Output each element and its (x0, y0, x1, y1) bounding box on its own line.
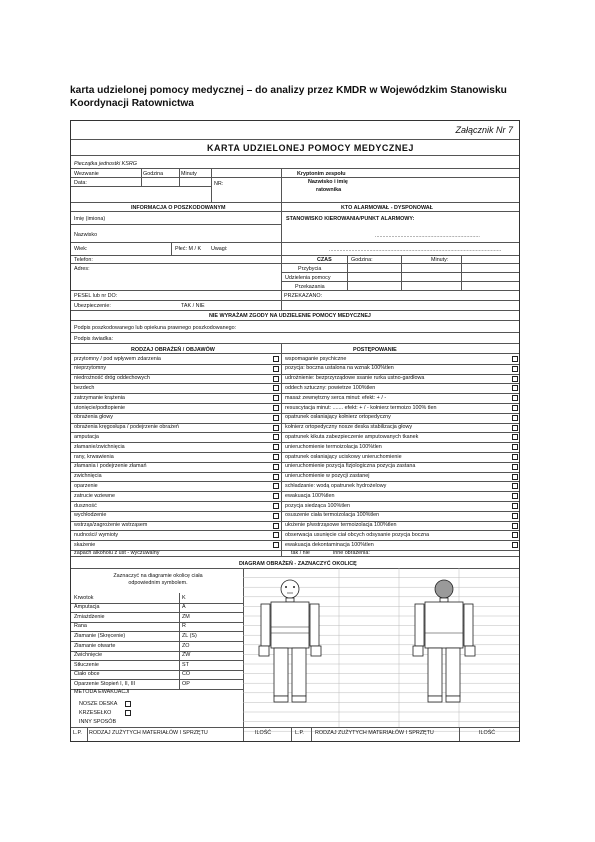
procedure-item: pozycja: boczna ustalona na wznak 100%tlen (285, 365, 394, 372)
annex-label: Załącznik Nr 7 (455, 125, 513, 135)
injury-item: bezdech (74, 384, 95, 391)
injury-item: amputacja (74, 433, 99, 440)
notes-dots: ................................................................................................................... (329, 247, 502, 253)
legend-code: A (182, 604, 186, 611)
materials-qty-2: ILOŚĆ (479, 730, 496, 736)
procedure-checkbox[interactable] (512, 464, 518, 470)
call-hour-label: Godzina (143, 171, 164, 177)
materials-qty-1: ILOŚĆ (255, 730, 272, 736)
legend-name: Ciało obce (74, 671, 100, 678)
evac-chair-checkbox[interactable] (125, 710, 131, 716)
handover-label: Przekazania (295, 284, 325, 290)
injury-item: złamania i podejrzenie złamań (74, 463, 147, 470)
procedure-checkbox[interactable] (512, 405, 518, 411)
procedure-item: wspomaganie psychiczne (285, 355, 347, 362)
crypto-label: Kryptonim zespołu (297, 171, 346, 177)
procedure-item: pozycja siedząca 100%tlen (285, 502, 351, 509)
injury-checkbox[interactable] (273, 493, 279, 499)
injury-checkbox[interactable] (273, 523, 279, 529)
injury-checkbox[interactable] (273, 356, 279, 362)
procedure-item: unieruchomienie w pozycji zastanej (285, 473, 370, 480)
injury-item: zatrzymanie krążenia (74, 394, 125, 401)
pesel-label: PESEL lub nr DO: (74, 293, 118, 299)
procedure-item: udrożnienie: bezprzyrządowe ssanie rurka ustno-gardłowa (285, 375, 425, 382)
arrival-label: Przybycia (298, 266, 322, 272)
procedure-item: obserwacja usunięcie ciał obcych odsysanie pozycja boczna (285, 531, 430, 538)
procedure-checkbox[interactable] (512, 483, 518, 489)
legend-code: K (182, 594, 186, 601)
legend-name: Zmiażdżenie (74, 613, 105, 620)
first-name-label: Imię (imiona) (74, 216, 106, 222)
injury-item: przytomny / pod wpływem zdarzenia (74, 355, 161, 362)
procedure-checkbox[interactable] (512, 474, 518, 480)
injury-checkbox[interactable] (273, 503, 279, 509)
stamp-label: Pieczątka jednostki KSRG (74, 161, 137, 167)
injury-checkbox[interactable] (273, 434, 279, 440)
legend-code: ST (182, 661, 189, 668)
injury-checkbox[interactable] (273, 474, 279, 480)
legend-code: ZM (182, 613, 190, 620)
procedure-item: schładzanie: wodą opatrunek hydrożelowy (285, 482, 387, 489)
injury-item: nudności/ wymioty (74, 531, 119, 538)
evac-board: NOSZE DESKA (79, 701, 118, 707)
injury-item: duszność (74, 502, 97, 509)
procedure-checkbox[interactable] (512, 542, 518, 548)
legend-name: Złamanie otwarte (74, 642, 116, 649)
nr-label: NR: (214, 181, 224, 187)
dispatch-minute-label: Minuty: (431, 257, 449, 263)
procedure-checkbox[interactable] (512, 395, 518, 401)
procedure-item: oddech sztuczny: powietrze 100%tlen (285, 384, 376, 391)
notes-label: Uwagi: (211, 246, 228, 252)
procedure-checkbox[interactable] (512, 385, 518, 391)
leader-label-2: ratownika (316, 187, 342, 193)
injury-checkbox[interactable] (273, 425, 279, 431)
call-minute-label: Minuty (181, 171, 197, 177)
materials-lp-2: L.P. (295, 730, 304, 736)
procedure-checkbox[interactable] (512, 444, 518, 450)
injury-checkbox[interactable] (273, 454, 279, 460)
procedure-checkbox[interactable] (512, 493, 518, 499)
injury-checkbox[interactable] (273, 513, 279, 519)
dispatch-hour-label: Godzina: (351, 257, 373, 263)
legend-name: Amputacja (74, 604, 100, 611)
aid-given-label: Udzielenia pomocy (285, 275, 331, 281)
station-dots: ...................................................................... (375, 233, 480, 239)
injury-checkbox[interactable] (273, 376, 279, 382)
legend-code: CO (182, 671, 191, 678)
procedure-checkbox[interactable] (512, 513, 518, 519)
procedure-checkbox[interactable] (512, 376, 518, 382)
body-front-figure[interactable] (247, 577, 333, 707)
insurance-label: Ubezpieczenie: (74, 303, 111, 309)
injury-item: zwichnięcia (74, 473, 102, 480)
procedure-item: ułożenie p/wstrząsowe termoizolacja 100%tlen (285, 522, 397, 529)
procedure-item: opatrunek kikuta zabezpieczenie amputowanych tkanek (285, 433, 419, 440)
form-title: KARTA UDZIELONEJ POMOCY MEDYCZNEJ (207, 143, 414, 153)
procedure-item: unieruchomienie pozycja fizjologiczna pozycja zastana (285, 463, 416, 470)
materials-kind-2: RODZAJ ZUŻYTYCH MATERIAŁÓW I SPRZĘTU (315, 730, 434, 736)
legend-code: OP (182, 680, 190, 687)
legend-name: Rana (74, 623, 87, 630)
procedure-checkbox[interactable] (512, 454, 518, 460)
procedure-checkbox[interactable] (512, 415, 518, 421)
procedure-checkbox[interactable] (512, 523, 518, 529)
handed-label: PRZEKAZANO: (284, 293, 323, 299)
evac-label: METODA EWAKUACJI (74, 689, 130, 695)
legend-code: R (182, 623, 186, 630)
evac-chair: KRZESEŁKO (79, 710, 112, 716)
legend-name: Zwichnięcie (74, 652, 103, 659)
diagram-hint-2: odpowiednim symbolem. (128, 580, 188, 586)
procedures-header: POSTĘPOWANIE (353, 347, 397, 353)
procedure-checkbox[interactable] (512, 532, 518, 538)
insurance-yes-no: TAK / NIE (181, 303, 205, 309)
procedure-checkbox[interactable] (512, 356, 518, 362)
procedure-item: unieruchomienie termoizolacja 100%tlen (285, 443, 382, 450)
last-injury: zapach alkoholu z ust - wyczuwalny (74, 550, 160, 556)
injury-item: niedrożność dróg oddechowych (74, 375, 150, 382)
procedure-checkbox[interactable] (512, 434, 518, 440)
procedure-item: ewakuacja dekontaminacja 100%tlen (285, 541, 374, 548)
injuries-header: RODZAJ OBRAŻEŃ / OBJAWÓW (131, 347, 215, 353)
call-label: Wezwanie (74, 171, 99, 177)
materials-kind-1: RODZAJ ZUŻYTYCH MATERIAŁÓW I SPRZĘTU (89, 730, 208, 736)
injury-item: wychłodzenie (74, 512, 107, 519)
procedure-checkbox[interactable] (512, 366, 518, 372)
consent-section: NIE WYRAŻAM ZGODY NA UDZIELENIE POMOCY MEDYCZNEJ (209, 313, 371, 319)
dispatch-section: KTO ALARMOWAŁ - DYSPONOWAŁ (341, 205, 433, 211)
legend-code: ZW (182, 652, 191, 659)
sign-patient-label: Podpis poszkodowanego lub opiekuna prawnego poszkodowanego: (74, 325, 237, 331)
injury-item: utonięcie/podtopienie (74, 404, 125, 411)
medical-aid-form (70, 120, 520, 742)
injury-item: nieprzytomny (74, 365, 107, 372)
body-back-figure[interactable] (401, 577, 487, 707)
materials-lp-1: L.P. (73, 730, 82, 736)
injury-checkbox[interactable] (273, 366, 279, 372)
surname-label: Nazwisko (74, 232, 98, 238)
procedure-item: opatrunek osłaniający uciskowy unieruchomienie (285, 453, 402, 460)
injury-item: obrażenia kręgosłupa / podejrzenie obrażeń (74, 424, 179, 431)
date-label: Data: (74, 180, 87, 186)
diagram-header: DIAGRAM OBRAŻEŃ - ZAZNACZYĆ OKOLICĘ (239, 561, 357, 567)
injury-checkbox[interactable] (273, 542, 279, 548)
injury-item: obrażenia głowy (74, 414, 113, 421)
injury-item: rany, krwawienia (74, 453, 114, 460)
leader-label-1: Nazwisko i imię (308, 179, 348, 185)
legend-name: Oparzenie Stopień I, II, III (74, 680, 136, 687)
procedure-checkbox[interactable] (512, 425, 518, 431)
diagram-hint-1: Zaznaczyć na diagramie okolicę ciała (113, 573, 203, 579)
injury-checkbox[interactable] (273, 532, 279, 538)
procedure-item: resuscytacja minut: ....... efekt: + / - kołnierz termoizo 100% tlen (285, 404, 437, 411)
station-label: STANOWISKO KIEROWANIA/PUNKT ALARMOWY: (286, 216, 415, 222)
legend-code: ZO (182, 642, 190, 649)
legend-name: Złamanie (Skręcenie) (74, 632, 126, 639)
procedure-item: opatrunek osłaniający kołnierz ortopedyczny (285, 414, 391, 421)
evac-board-checkbox[interactable] (125, 701, 131, 707)
address-label: Adres: (74, 266, 90, 272)
age-label: Wiek: (74, 246, 88, 252)
legend-name: Krwotok (74, 594, 94, 601)
procedure-item: masaż zewnętrzny serca minut: efekt: + / - (285, 394, 387, 401)
injury-item: złamanie/zwichnięcia (74, 443, 125, 450)
sex-label: Płeć: M / K (175, 246, 202, 252)
injury-item: zatrucie wziewne (74, 492, 116, 499)
injury-item: oparzenie (74, 482, 98, 489)
injury-checkbox[interactable] (273, 395, 279, 401)
document-heading: karta udzielonej pomocy medycznej – do analizy przez KMDR w Wojewódzkim Stanowisku Koordynacji Ratownictwa (70, 85, 507, 109)
injury-checkbox[interactable] (273, 415, 279, 421)
legend-name: Stłuczenie (74, 661, 99, 668)
time-label: CZAS (317, 257, 332, 263)
last-injury-yes-no: tak / nie (291, 550, 310, 556)
injured-section: INFORMACJA O POSZKODOWANYM (131, 205, 226, 211)
injury-checkbox[interactable] (273, 444, 279, 450)
procedure-item: kołnierz ortopedyczny nosze deska stabilizacja głowy (285, 424, 413, 431)
phone-label: Telefon: (74, 257, 93, 263)
injury-item: wstrząs/zagrożenie wstrząsem (74, 522, 148, 529)
injury-checkbox[interactable] (273, 483, 279, 489)
procedure-item: osuszenie ciała termoizolacja 100%tlen (285, 512, 380, 519)
procedure-checkbox[interactable] (512, 503, 518, 509)
legend-code: ZL (S) (182, 632, 197, 639)
other-injuries-label: inne obrażenia: (333, 550, 370, 556)
injury-checkbox[interactable] (273, 405, 279, 411)
procedure-item: ewakuacja 100%tlen (285, 492, 335, 499)
injury-checkbox[interactable] (273, 464, 279, 470)
evac-other: INNY SPOSÓB (79, 719, 117, 725)
injury-item: skażenie (74, 541, 96, 548)
injury-checkbox[interactable] (273, 385, 279, 391)
sign-witness-label: Podpis świadka: (74, 336, 113, 342)
